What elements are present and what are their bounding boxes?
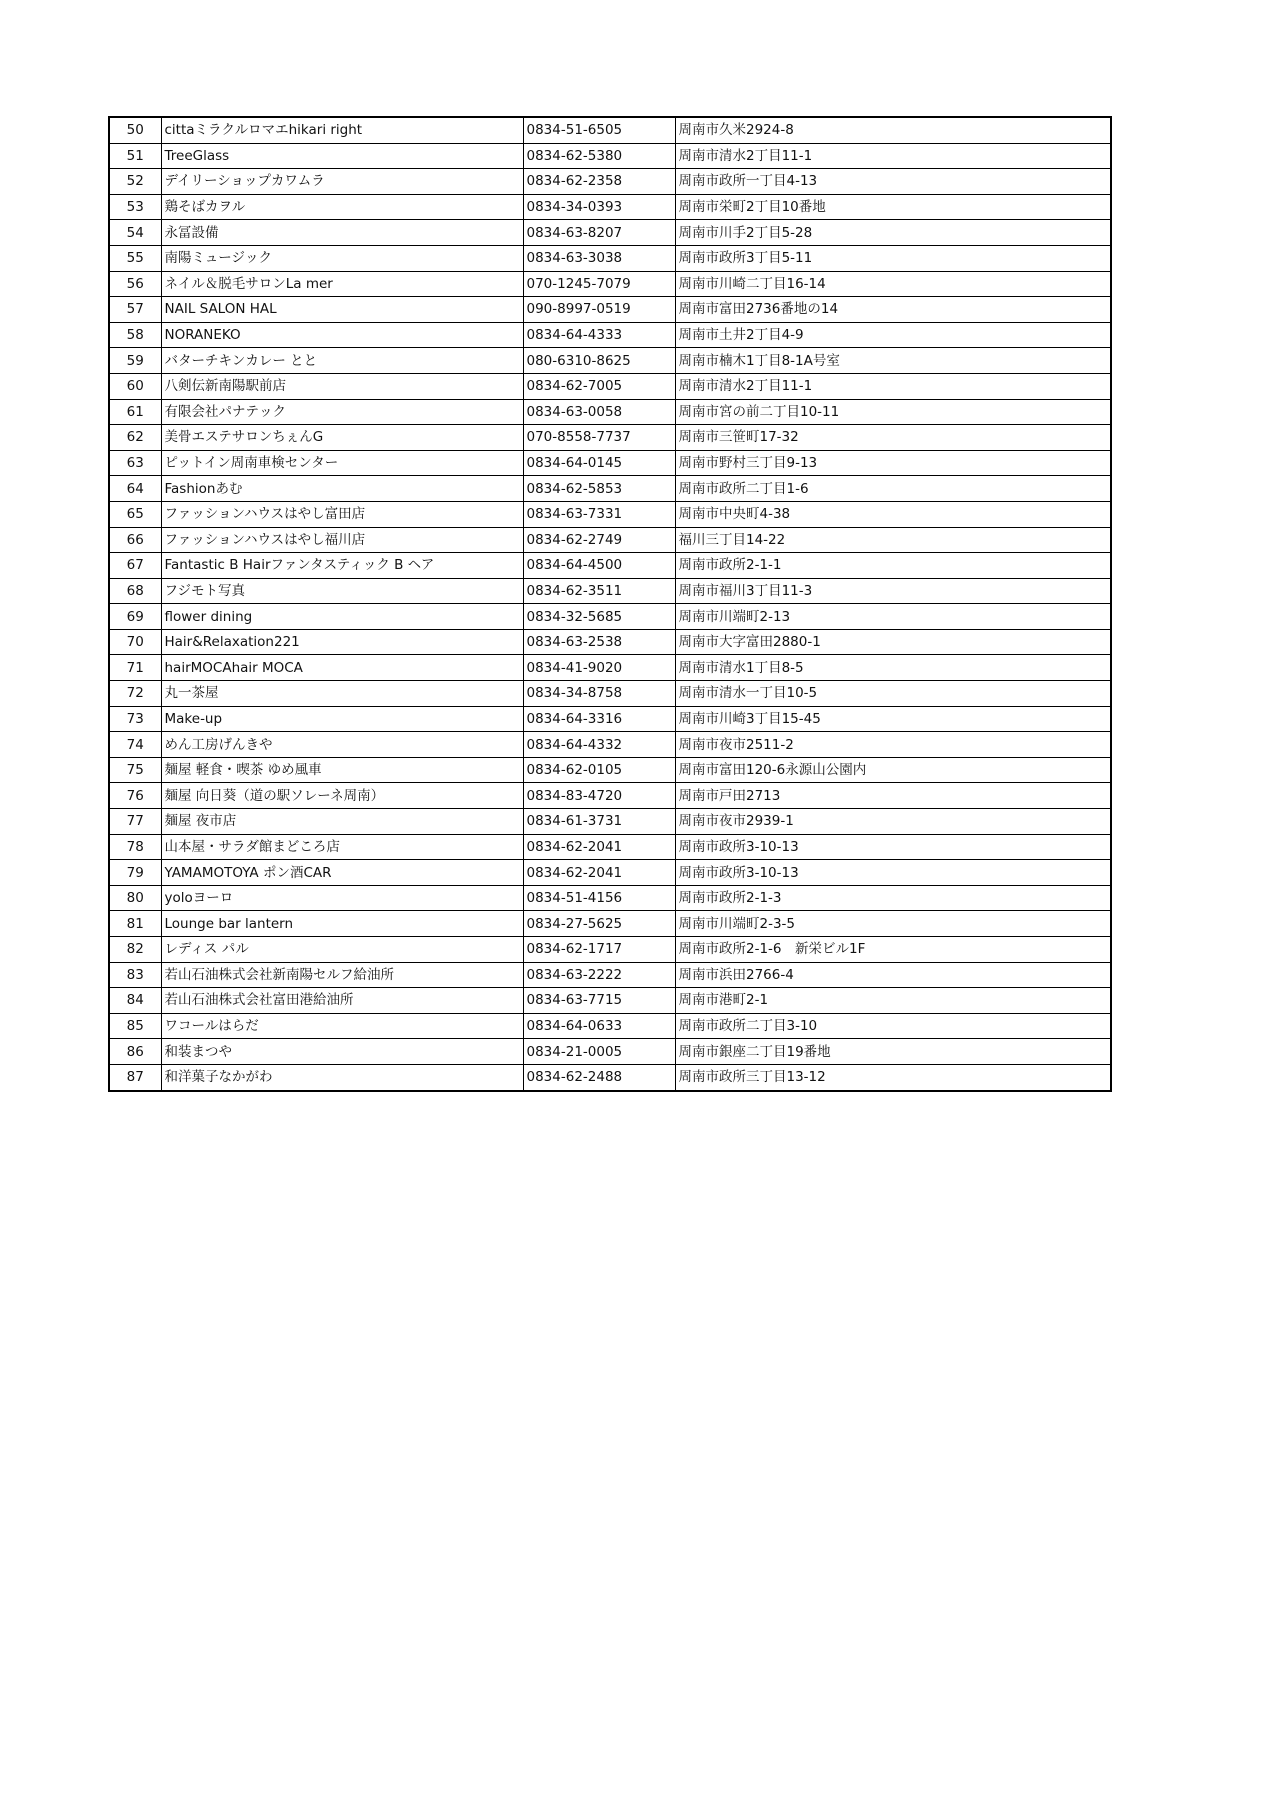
store-list-table [108, 116, 1112, 1092]
store-name: cittaミラクルロマエhikari right [161, 117, 523, 143]
store-name: 和洋菓子なかがわ [161, 1064, 523, 1090]
row-number: 70 [109, 629, 161, 655]
row-number: 53 [109, 194, 161, 220]
table-row [109, 885, 1111, 911]
store-name: 若山石油株式会社新南陽セルフ給油所 [161, 962, 523, 988]
table-row [109, 757, 1111, 783]
table-row [109, 578, 1111, 604]
phone-number: 0834-62-3511 [523, 578, 675, 604]
phone-number: 0834-62-5380 [523, 143, 675, 169]
table-row [109, 476, 1111, 502]
table-row [109, 399, 1111, 425]
store-name: 永冨設備 [161, 220, 523, 246]
store-name: デイリーショップカワムラ [161, 169, 523, 195]
store-name: 南陽ミュージック [161, 245, 523, 271]
store-name: flower dining [161, 604, 523, 630]
address: 周南市港町2-1 [675, 988, 1111, 1014]
address: 周南市政所一丁目4-13 [675, 169, 1111, 195]
phone-number: 0834-34-8758 [523, 681, 675, 707]
store-name: 麺屋 向日葵（道の駅ソレーネ周南） [161, 783, 523, 809]
phone-number: 0834-64-4500 [523, 553, 675, 579]
store-name: バターチキンカレー とと [161, 348, 523, 374]
table-row [109, 297, 1111, 323]
row-number: 55 [109, 245, 161, 271]
table-row [109, 553, 1111, 579]
table-row [109, 706, 1111, 732]
phone-number: 0834-63-2222 [523, 962, 675, 988]
phone-number: 0834-64-0633 [523, 1013, 675, 1039]
phone-number: 070-1245-7079 [523, 271, 675, 297]
table-row [109, 450, 1111, 476]
table-row [109, 322, 1111, 348]
phone-number: 0834-62-0105 [523, 757, 675, 783]
row-number: 81 [109, 911, 161, 937]
store-name: 麺屋 軽食・喫茶 ゆめ風車 [161, 757, 523, 783]
row-number: 59 [109, 348, 161, 374]
store-name: 若山石油株式会社富田港給油所 [161, 988, 523, 1014]
address: 周南市政所3-10-13 [675, 860, 1111, 886]
store-name: 美骨エステサロンちぇんG [161, 425, 523, 451]
address: 周南市川手2丁目5-28 [675, 220, 1111, 246]
table-row [109, 194, 1111, 220]
table-row [109, 169, 1111, 195]
address: 周南市夜市2939-1 [675, 809, 1111, 835]
phone-number: 0834-62-2041 [523, 834, 675, 860]
row-number: 80 [109, 885, 161, 911]
address: 周南市清水1丁目8-5 [675, 655, 1111, 681]
row-number: 56 [109, 271, 161, 297]
row-number: 66 [109, 527, 161, 553]
store-name: TreeGlass [161, 143, 523, 169]
row-number: 86 [109, 1039, 161, 1065]
table-row [109, 1013, 1111, 1039]
store-name: Fashionあむ [161, 476, 523, 502]
phone-number: 0834-27-5625 [523, 911, 675, 937]
phone-number: 0834-64-0145 [523, 450, 675, 476]
store-name: ファッションハウスはやし福川店 [161, 527, 523, 553]
store-name: YAMAMOTOYA ポン酒CAR [161, 860, 523, 886]
table-row [109, 783, 1111, 809]
address: 周南市川端町2-3-5 [675, 911, 1111, 937]
address: 周南市宮の前二丁目10-11 [675, 399, 1111, 425]
phone-number: 0834-63-8207 [523, 220, 675, 246]
store-list-body [109, 117, 1111, 1091]
row-number: 72 [109, 681, 161, 707]
row-number: 69 [109, 604, 161, 630]
row-number: 75 [109, 757, 161, 783]
phone-number: 0834-63-2538 [523, 629, 675, 655]
address: 周南市土井2丁目4-9 [675, 322, 1111, 348]
phone-number: 0834-62-7005 [523, 373, 675, 399]
table-row [109, 655, 1111, 681]
table-row [109, 988, 1111, 1014]
row-number: 60 [109, 373, 161, 399]
phone-number: 0834-62-2041 [523, 860, 675, 886]
table-row [109, 271, 1111, 297]
phone-number: 0834-61-3731 [523, 809, 675, 835]
store-name: NAIL SALON HAL [161, 297, 523, 323]
store-name: ワコールはらだ [161, 1013, 523, 1039]
row-number: 58 [109, 322, 161, 348]
phone-number: 0834-51-4156 [523, 885, 675, 911]
address: 周南市川崎3丁目15-45 [675, 706, 1111, 732]
phone-number: 0834-32-5685 [523, 604, 675, 630]
table-row [109, 604, 1111, 630]
store-name: 丸一茶屋 [161, 681, 523, 707]
address: 周南市富田120-6永源山公園内 [675, 757, 1111, 783]
table-row [109, 732, 1111, 758]
row-number: 82 [109, 937, 161, 963]
table-row [109, 143, 1111, 169]
store-name: Fantastic B Hairファンタスティック B ヘア [161, 553, 523, 579]
table-row [109, 425, 1111, 451]
address: 周南市政所3丁目5-11 [675, 245, 1111, 271]
address: 周南市久米2924-8 [675, 117, 1111, 143]
table-row [109, 117, 1111, 143]
store-name: Make-up [161, 706, 523, 732]
address: 周南市清水一丁目10-5 [675, 681, 1111, 707]
phone-number: 0834-21-0005 [523, 1039, 675, 1065]
address: 周南市浜田2766-4 [675, 962, 1111, 988]
address: 周南市政所2-1-1 [675, 553, 1111, 579]
address: 周南市政所3-10-13 [675, 834, 1111, 860]
store-name: ファッションハウスはやし富田店 [161, 501, 523, 527]
address: 周南市福川3丁目11-3 [675, 578, 1111, 604]
table-row [109, 501, 1111, 527]
row-number: 83 [109, 962, 161, 988]
phone-number: 0834-64-4332 [523, 732, 675, 758]
store-name: 麺屋 夜市店 [161, 809, 523, 835]
table-row [109, 220, 1111, 246]
address: 周南市戸田2713 [675, 783, 1111, 809]
phone-number: 0834-62-2488 [523, 1064, 675, 1090]
store-name: ピットイン周南車検センター [161, 450, 523, 476]
phone-number: 0834-63-3038 [523, 245, 675, 271]
address: 周南市栄町2丁目10番地 [675, 194, 1111, 220]
table-row [109, 629, 1111, 655]
row-number: 50 [109, 117, 161, 143]
address: 周南市富田2736番地の14 [675, 297, 1111, 323]
store-name: フジモト写真 [161, 578, 523, 604]
table-row [109, 348, 1111, 374]
phone-number: 0834-62-2749 [523, 527, 675, 553]
row-number: 79 [109, 860, 161, 886]
address: 周南市政所二丁目1-6 [675, 476, 1111, 502]
phone-number: 0834-83-4720 [523, 783, 675, 809]
store-name: ネイル＆脱毛サロンLa mer [161, 271, 523, 297]
row-number: 64 [109, 476, 161, 502]
store-name: Lounge bar lantern [161, 911, 523, 937]
store-name: Hair&Relaxation221 [161, 629, 523, 655]
row-number: 68 [109, 578, 161, 604]
table-row [109, 962, 1111, 988]
row-number: 73 [109, 706, 161, 732]
table-row [109, 911, 1111, 937]
table-row [109, 527, 1111, 553]
store-name: 鶏そばカヲル [161, 194, 523, 220]
store-name: NORANEKO [161, 322, 523, 348]
table-row [109, 937, 1111, 963]
address: 周南市政所三丁目13-12 [675, 1064, 1111, 1090]
row-number: 65 [109, 501, 161, 527]
table-row [109, 373, 1111, 399]
store-name: 和装まつや [161, 1039, 523, 1065]
address: 周南市大字富田2880-1 [675, 629, 1111, 655]
phone-number: 0834-41-9020 [523, 655, 675, 681]
phone-number: 0834-63-7715 [523, 988, 675, 1014]
phone-number: 0834-62-5853 [523, 476, 675, 502]
address: 周南市川端町2-13 [675, 604, 1111, 630]
table-row [109, 860, 1111, 886]
row-number: 62 [109, 425, 161, 451]
row-number: 74 [109, 732, 161, 758]
row-number: 84 [109, 988, 161, 1014]
phone-number: 0834-64-4333 [523, 322, 675, 348]
row-number: 52 [109, 169, 161, 195]
table-row [109, 681, 1111, 707]
address: 周南市清水2丁目11-1 [675, 373, 1111, 399]
table-row [109, 809, 1111, 835]
phone-number: 070-8558-7737 [523, 425, 675, 451]
store-name: レディス パル [161, 937, 523, 963]
row-number: 67 [109, 553, 161, 579]
table-row [109, 1039, 1111, 1065]
row-number: 63 [109, 450, 161, 476]
address: 福川三丁目14-22 [675, 527, 1111, 553]
address: 周南市政所2-1-3 [675, 885, 1111, 911]
phone-number: 0834-64-3316 [523, 706, 675, 732]
phone-number: 0834-62-1717 [523, 937, 675, 963]
row-number: 78 [109, 834, 161, 860]
store-name: 山本屋・サラダ館まどころ店 [161, 834, 523, 860]
row-number: 51 [109, 143, 161, 169]
store-name: 八剣伝新南陽駅前店 [161, 373, 523, 399]
row-number: 57 [109, 297, 161, 323]
table-row [109, 834, 1111, 860]
address: 周南市楠木1丁目8-1A号室 [675, 348, 1111, 374]
address: 周南市清水2丁目11-1 [675, 143, 1111, 169]
address: 周南市夜市2511-2 [675, 732, 1111, 758]
row-number: 76 [109, 783, 161, 809]
address: 周南市政所2-1-6 新栄ビル1F [675, 937, 1111, 963]
row-number: 71 [109, 655, 161, 681]
row-number: 77 [109, 809, 161, 835]
phone-number: 0834-63-7331 [523, 501, 675, 527]
phone-number: 0834-51-6505 [523, 117, 675, 143]
table-row [109, 1064, 1111, 1090]
phone-number: 0834-34-0393 [523, 194, 675, 220]
store-name: めん工房げんきや [161, 732, 523, 758]
row-number: 54 [109, 220, 161, 246]
store-name: 有限会社パナテック [161, 399, 523, 425]
address: 周南市三笹町17-32 [675, 425, 1111, 451]
row-number: 85 [109, 1013, 161, 1039]
store-name: yoloヨーロ [161, 885, 523, 911]
address: 周南市川崎二丁目16-14 [675, 271, 1111, 297]
address: 周南市銀座二丁目19番地 [675, 1039, 1111, 1065]
phone-number: 0834-62-2358 [523, 169, 675, 195]
address: 周南市野村三丁目9-13 [675, 450, 1111, 476]
store-name: hairMOCAhair MOCA [161, 655, 523, 681]
address: 周南市中央町4-38 [675, 501, 1111, 527]
phone-number: 0834-63-0058 [523, 399, 675, 425]
address: 周南市政所二丁目3-10 [675, 1013, 1111, 1039]
table-row [109, 245, 1111, 271]
row-number: 61 [109, 399, 161, 425]
phone-number: 080-6310-8625 [523, 348, 675, 374]
phone-number: 090-8997-0519 [523, 297, 675, 323]
row-number: 87 [109, 1064, 161, 1090]
